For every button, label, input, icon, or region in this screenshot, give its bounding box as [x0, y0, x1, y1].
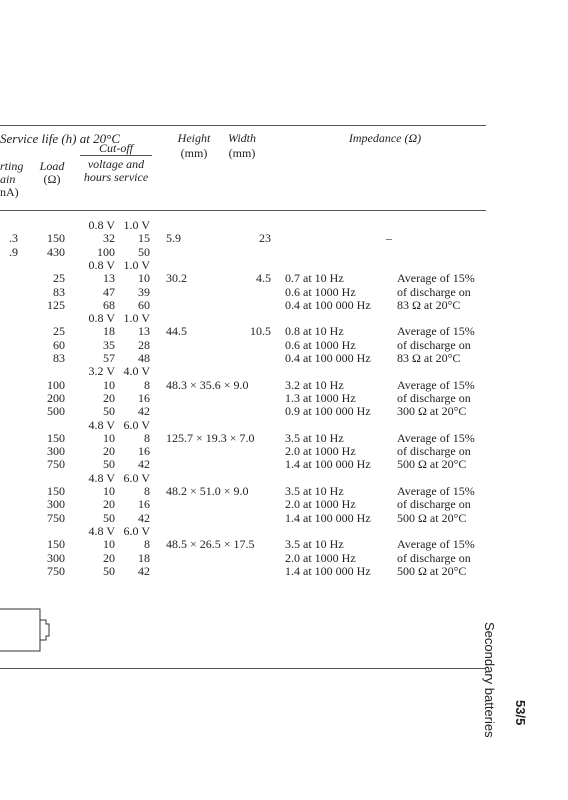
- cell-v2: 13: [138, 324, 150, 339]
- battery-illustration: [0, 608, 50, 652]
- cell-size: 5.9: [166, 231, 181, 246]
- cell-v2: 16: [138, 390, 150, 405]
- cutoff-header-line-2: voltage and: [87, 157, 145, 171]
- cell-v2: 42: [138, 510, 150, 525]
- width-header-line-1: Width: [227, 131, 256, 145]
- cell-imp: 0.8 at 10 Hz: [285, 324, 344, 339]
- cell-imp: 2.0 at 1000 Hz: [285, 550, 356, 565]
- starting-drain-line-2: ain: [0, 172, 16, 186]
- width-header: [222, 132, 262, 160]
- cell-v2: 42: [138, 563, 150, 578]
- cell-v1: 100: [97, 244, 115, 259]
- cell-load: 500: [47, 404, 65, 419]
- cutoff-voltage-2: 1.0 V: [123, 257, 150, 272]
- cutoff-voltage-1: 0.8 V: [88, 311, 115, 326]
- cell-avg: Average of 15%: [397, 324, 475, 339]
- cell-avg: of discharge on: [397, 497, 471, 512]
- cell-avg: 300 Ω at 20°C: [397, 404, 467, 419]
- cell-v1: 68: [103, 297, 115, 312]
- cell-imp: 1.3 at 1000 Hz: [285, 390, 356, 405]
- cell-v1: 20: [103, 444, 115, 459]
- height-header-line-1: Height: [177, 131, 211, 145]
- cell-load: 300: [47, 550, 65, 565]
- cell-avg: 500 Ω at 20°C: [397, 457, 467, 472]
- cell-load: 750: [47, 510, 65, 525]
- cell-v1: 47: [103, 284, 115, 299]
- cell-avg: 83 Ω at 20°C: [397, 297, 461, 312]
- battery-body-outline: [0, 609, 40, 651]
- cell-imp: 0.4 at 100 000 Hz: [285, 351, 371, 365]
- cell-load: 125: [47, 297, 65, 312]
- cutoff-voltage-2: 6.0 V: [123, 417, 150, 432]
- cutoff-voltage-2: 6.0 V: [123, 523, 150, 538]
- battery-terminal-outline: [40, 620, 49, 640]
- cell-load: 150: [47, 430, 65, 445]
- cell-load: 150: [47, 537, 65, 552]
- cutoff-voltage-2: 6.0 V: [123, 470, 150, 485]
- cell-v1: 20: [103, 497, 115, 512]
- cell-avg: Average of 15%: [397, 377, 475, 392]
- cell-size: 48.3 × 35.6 × 9.0: [166, 377, 249, 392]
- cell-load: 300: [47, 444, 65, 459]
- cell-load: 200: [47, 390, 65, 405]
- cell-avg: Average of 15%: [397, 484, 475, 498]
- cell-avg: 83 Ω at 20°C: [397, 351, 461, 365]
- cell-imp: 3.5 at 10 Hz: [285, 430, 344, 445]
- cell-v2: 42: [138, 404, 150, 419]
- cell-v1: 50: [103, 510, 115, 525]
- cell-avg: of discharge on: [397, 390, 471, 405]
- cell-avg: Average of 15%: [397, 537, 475, 552]
- cutoff-header-line-1: Cut-off: [98, 141, 133, 155]
- cutoff-voltage-1: 4.8 V: [88, 523, 115, 538]
- top-rule: [0, 125, 486, 126]
- cell-v2: 8: [144, 377, 150, 392]
- cell-v1: 32: [103, 231, 115, 246]
- cell-imp: 1.4 at 100 000 Hz: [285, 457, 371, 472]
- cell-load: 750: [47, 457, 65, 472]
- cell-imp: 0.6 at 1000 Hz: [285, 337, 356, 352]
- cell-v1: 10: [103, 377, 115, 392]
- cell-width: 4.5: [256, 271, 271, 286]
- height-header-line-2: (mm): [180, 146, 208, 160]
- cutoff-voltage-1: 4.8 V: [88, 417, 115, 432]
- load-header-line-1: Load: [39, 159, 65, 173]
- cell-width: 23: [259, 231, 271, 246]
- cell-load: 100: [47, 377, 65, 392]
- running-head-section: Secondary batteries: [482, 622, 497, 738]
- cell-load: 150: [47, 231, 65, 246]
- width-header-line-2: (mm): [228, 146, 256, 160]
- cell-v1: 35: [103, 337, 115, 352]
- load-header-line-2: (Ω): [43, 172, 61, 186]
- cell-imp: 1.4 at 100 000 Hz: [285, 563, 371, 578]
- cell-avg: 500 Ω at 20°C: [397, 510, 467, 525]
- cell-load: 750: [47, 563, 65, 578]
- cell-v2: 8: [144, 430, 150, 445]
- load-header: [34, 160, 70, 186]
- cell-load: 150: [47, 484, 65, 498]
- page-number: 53/5: [513, 700, 528, 726]
- cell-avg: Average of 15%: [397, 271, 475, 286]
- cutoff-header-line-3: hours service: [83, 170, 149, 184]
- cell-v1: 50: [103, 404, 115, 419]
- cell-width: 10.5: [250, 324, 271, 339]
- cell-v1: 57: [103, 351, 115, 365]
- cell-v2: 42: [138, 457, 150, 472]
- cell-v2: 8: [144, 537, 150, 552]
- cell-v1: 20: [103, 390, 115, 405]
- cell-avg: of discharge on: [397, 444, 471, 459]
- cell-imp: 0.6 at 1000 Hz: [285, 284, 356, 299]
- cell-avg: of discharge on: [397, 550, 471, 565]
- cell-imp: 3.5 at 10 Hz: [285, 537, 344, 552]
- cell-avg: of discharge on: [397, 284, 471, 299]
- cell-drain: .3: [9, 231, 18, 246]
- cell-v1: 20: [103, 550, 115, 565]
- cell-imp: 3.2 at 10 Hz: [285, 377, 344, 392]
- cell-load: 60: [53, 337, 65, 352]
- cell-load: 83: [53, 284, 65, 299]
- cell-v2: 60: [138, 297, 150, 312]
- cutoff-voltage-2: 4.0 V: [123, 364, 150, 379]
- header-bottom-rule: [0, 210, 486, 211]
- cell-v1: 13: [103, 271, 115, 286]
- cutoff-header: [76, 142, 156, 184]
- cell-v2: 50: [138, 244, 150, 259]
- cell-imp: 2.0 at 1000 Hz: [285, 444, 356, 459]
- cell-v2: 10: [138, 271, 150, 286]
- cell-imp: 1.4 at 100 000 Hz: [285, 510, 371, 525]
- cell-v2: 48: [138, 351, 150, 365]
- cell-v1: 50: [103, 563, 115, 578]
- cell-size: 48.2 × 51.0 × 9.0: [166, 484, 249, 498]
- starting-drain-line-1: rting: [0, 159, 24, 173]
- cell-imp: 0.9 at 100 000 Hz: [285, 404, 371, 419]
- cell-v1: 10: [103, 430, 115, 445]
- cell-imp: 0.4 at 100 000 Hz: [285, 297, 371, 312]
- cell-drain: .9: [9, 244, 18, 259]
- cell-size: 48.5 × 26.5 × 17.5: [166, 537, 255, 552]
- cell-load: 300: [47, 497, 65, 512]
- cell-load: 25: [53, 271, 65, 286]
- cell-v2: 39: [138, 284, 150, 299]
- cell-avg: 500 Ω at 20°C: [397, 563, 467, 578]
- cell-size: 30.2: [166, 271, 187, 286]
- cell-size: 44.5: [166, 324, 187, 339]
- cell-v2: 15: [138, 231, 150, 246]
- starting-drain-line-3: nA): [0, 185, 19, 199]
- cutoff-voltage-2: 1.0 V: [123, 311, 150, 326]
- service-life-header: Service life (h) at 20°C: [0, 131, 120, 146]
- cell-v2: 8: [144, 484, 150, 498]
- cell-v1: 10: [103, 484, 115, 498]
- cell-load: 25: [53, 324, 65, 339]
- cell-v2: 16: [138, 444, 150, 459]
- cutoff-voltage-1: 0.8 V: [88, 218, 115, 232]
- cell-v1: 18: [103, 324, 115, 339]
- cell-v2: 18: [138, 550, 150, 565]
- starting-drain-header: [0, 160, 26, 199]
- cutoff-voltage-1: 0.8 V: [88, 257, 115, 272]
- cell-avg: Average of 15%: [397, 430, 475, 445]
- cell-v1: 50: [103, 457, 115, 472]
- cell-v1: 10: [103, 537, 115, 552]
- cell-imp: 3.5 at 10 Hz: [285, 484, 344, 498]
- cell-v2: 28: [138, 337, 150, 352]
- cell-v2: 16: [138, 497, 150, 512]
- cell-imp: 2.0 at 1000 Hz: [285, 497, 356, 512]
- bottom-rule: [0, 668, 486, 669]
- cell-load: 83: [53, 351, 65, 365]
- cutoff-voltage-2: 1.0 V: [123, 218, 150, 232]
- cell-imp-dash: –: [386, 231, 392, 246]
- cell-size: 125.7 × 19.3 × 7.0: [166, 430, 255, 445]
- height-header: [172, 132, 216, 160]
- cutoff-voltage-1: 3.2 V: [88, 364, 115, 379]
- impedance-header: Impedance (Ω): [348, 131, 422, 145]
- cell-load: 430: [47, 244, 65, 259]
- cutoff-voltage-1: 4.8 V: [88, 470, 115, 485]
- cell-avg: of discharge on: [397, 337, 471, 352]
- cell-imp: 0.7 at 10 Hz: [285, 271, 344, 286]
